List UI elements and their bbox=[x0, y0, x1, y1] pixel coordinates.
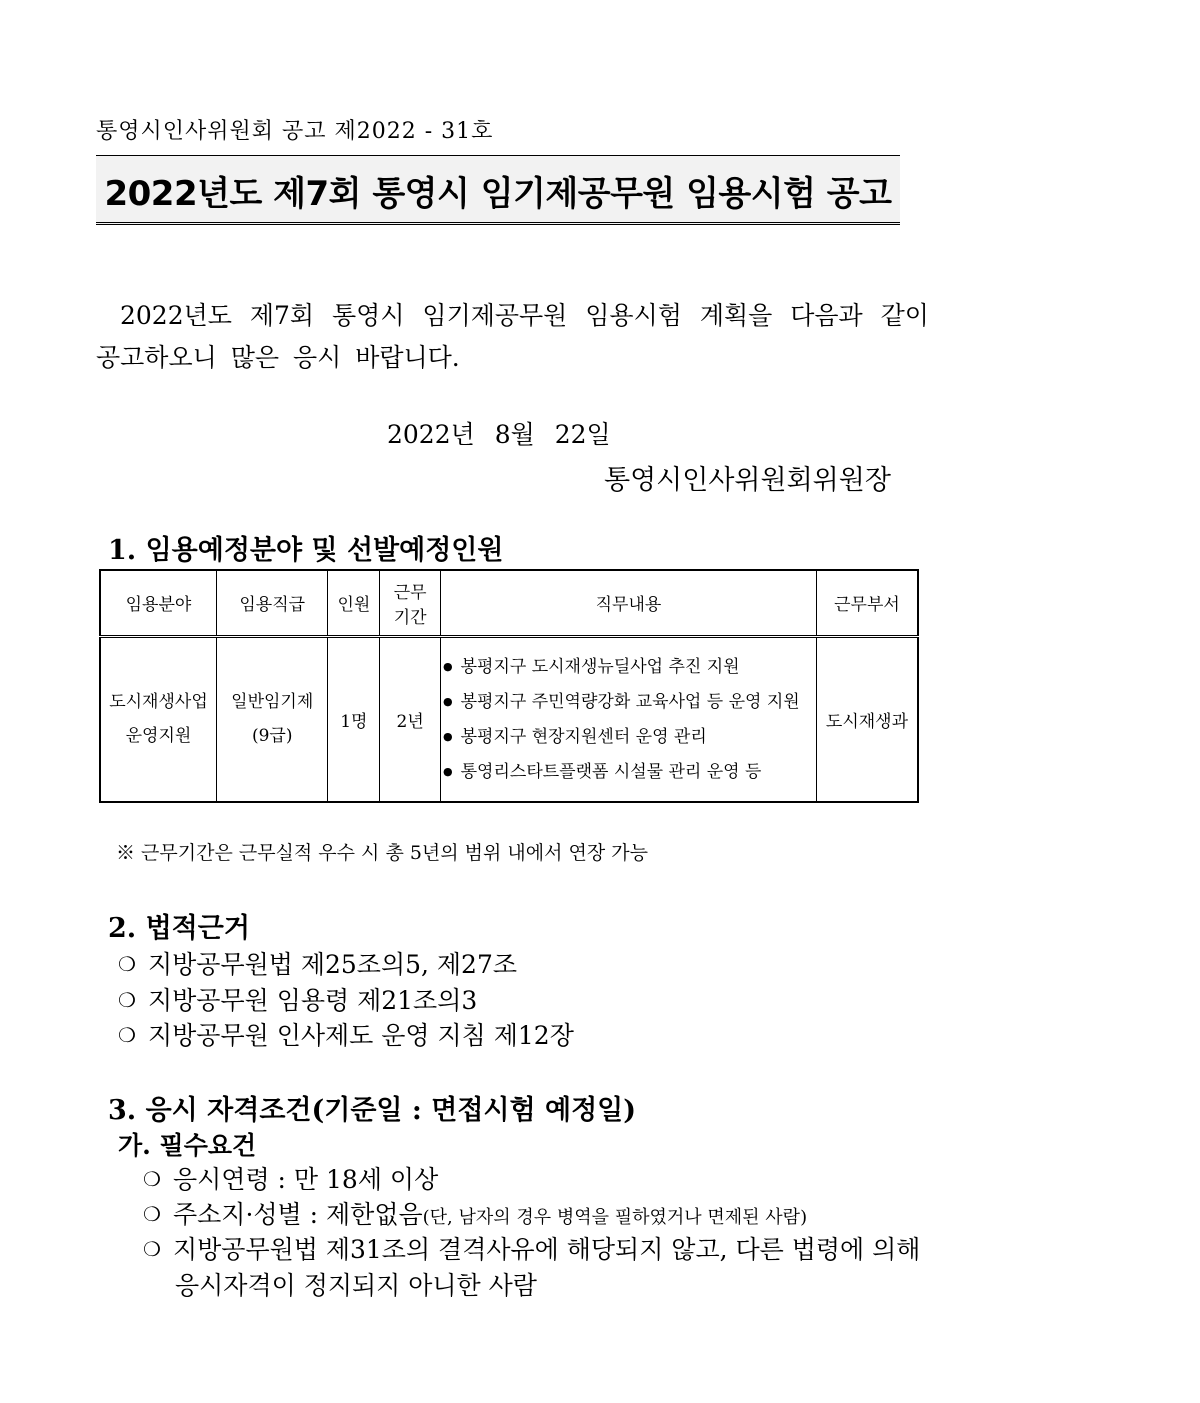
circle-bullet-icon: ❍ bbox=[143, 1237, 161, 1261]
cell-grade-l1: 일반임기제 bbox=[231, 692, 314, 713]
requirement-item bbox=[143, 1195, 807, 1231]
notice-date: 2022년 8월 22일 bbox=[387, 420, 611, 449]
header-period-l1: 근무 bbox=[393, 582, 427, 603]
intro-line-2: 공고하오니 많은 응시 바랍니다. bbox=[96, 343, 460, 372]
cell-field bbox=[100, 636, 216, 802]
header-period-l2: 기간 bbox=[393, 607, 427, 628]
circle-bullet-icon: ❍ bbox=[118, 952, 136, 976]
requirement-text: 응시연령 : 만 18세 이상 bbox=[173, 1165, 439, 1194]
cell-count: 1명 bbox=[328, 636, 380, 802]
cell-grade bbox=[216, 636, 328, 802]
requirement-text: 지방공무원법 제31조의 결격사유에 해당되지 않고, 다른 법령에 의해 bbox=[173, 1235, 921, 1264]
signer: 통영시인사위원회위원장 bbox=[604, 465, 891, 496]
notice-number: 통영시인사위원회 공고 제2022 - 31호 bbox=[96, 119, 494, 144]
recruitment-table bbox=[99, 569, 919, 803]
page-title: 2022년도 제7회 통영시 임기제공무원 임용시험 공고 bbox=[104, 174, 892, 214]
requirement-note: (단, 남자의 경우 병역을 필하였거나 면제된 사람) bbox=[422, 1207, 808, 1228]
header-field: 임용분야 bbox=[100, 570, 216, 636]
cell-field-l1: 도시재생사업 bbox=[109, 692, 208, 713]
duty-item: ● 봉평지구 현장지원센터 운영 관리 bbox=[443, 719, 816, 754]
law-item bbox=[118, 945, 517, 981]
cell-period: 2년 bbox=[380, 636, 441, 802]
circle-bullet-icon: ❍ bbox=[118, 1023, 136, 1047]
header-dept: 근무부서 bbox=[816, 570, 918, 636]
law-item-text: 지방공무원 임용령 제21조의3 bbox=[148, 986, 478, 1015]
cell-duties bbox=[441, 636, 817, 802]
section-3-heading: 3. 응시 자격조건(기준일 : 면접시험 예정일) bbox=[108, 1095, 637, 1126]
duty-item: ● 봉평지구 도시재생뉴딜사업 추진 지원 bbox=[443, 649, 816, 684]
duty-item: ● 통영리스타트플랫폼 시설물 관리 운영 등 bbox=[443, 754, 816, 789]
header-count: 인원 bbox=[328, 570, 380, 636]
requirement-item bbox=[143, 1160, 438, 1196]
circle-bullet-icon: ❍ bbox=[118, 988, 136, 1012]
section-2-heading: 2. 법적근거 bbox=[108, 913, 250, 944]
law-item bbox=[118, 1016, 574, 1052]
circle-bullet-icon: ❍ bbox=[143, 1202, 161, 1226]
intro-line-1: 2022년도 제7회 통영시 임기제공무원 임용시험 계획을 다음과 같이 bbox=[120, 301, 929, 330]
requirement-text: 주소지·성별 : 제한없음 bbox=[173, 1200, 423, 1229]
period-note: ※ 근무기간은 근무실적 우수 시 총 5년의 범위 내에서 연장 가능 bbox=[116, 842, 648, 864]
cell-dept: 도시재생과 bbox=[816, 636, 918, 802]
cell-field-l2: 운영지원 bbox=[125, 726, 192, 747]
law-item-text: 지방공무원법 제25조의5, 제27조 bbox=[148, 950, 518, 979]
circle-bullet-icon: ❍ bbox=[143, 1167, 161, 1191]
table-row bbox=[100, 636, 918, 802]
law-item-text: 지방공무원 인사제도 운영 지침 제12장 bbox=[148, 1021, 574, 1050]
section-1-heading: 1. 임용예정분야 및 선발예정인원 bbox=[108, 535, 504, 566]
header-grade: 임용직급 bbox=[216, 570, 328, 636]
title-box bbox=[96, 155, 900, 225]
cell-grade-l2: (9급) bbox=[251, 726, 293, 747]
header-duties: 직무내용 bbox=[441, 570, 817, 636]
subsection-a-heading: 가. 필수요건 bbox=[118, 1131, 257, 1160]
duty-item: ● 봉평지구 주민역량강화 교육사업 등 운영 지원 bbox=[443, 684, 816, 719]
law-item bbox=[118, 981, 477, 1017]
header-period bbox=[380, 570, 441, 636]
requirement-continuation: 응시자격이 정지되지 아니한 사람 bbox=[175, 1271, 537, 1300]
requirement-item bbox=[143, 1230, 920, 1266]
table-header-row bbox=[100, 570, 918, 636]
